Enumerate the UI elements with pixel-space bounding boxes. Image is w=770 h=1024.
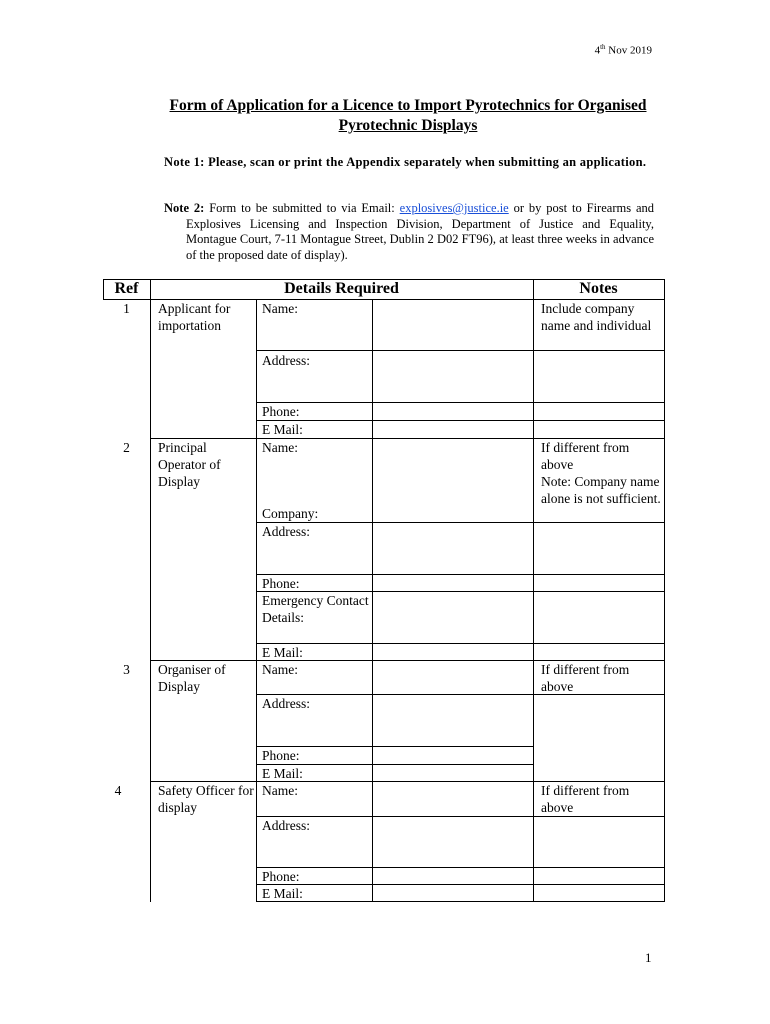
row-1-phone-label: Phone: [262,404,300,419]
document-title: Form of Application for a Licence to Import Pyrotechnics for Organised Pyrotechnic Displays [169,97,647,134]
row-2-emergency-label: Emergency Contact Details: [262,593,369,625]
row-2-name-label: Name: [262,440,298,455]
application-form-table [103,279,665,902]
field-divider [256,816,665,817]
field-divider [256,522,665,523]
row-1-address-label: Address: [262,353,310,368]
field-divider [256,420,665,421]
row-4-ref: 4 [114,783,122,798]
row-1-label: Applicant for importation [158,301,231,333]
field-divider [256,643,665,644]
row-2-company-label: Company: [262,506,319,521]
row-2-email-label: E Mail: [262,645,303,660]
field-divider [256,867,665,868]
row-2-ref: 2 [123,440,130,455]
field-divider [256,884,665,885]
row-2-label: Principal Operator of Display [158,440,221,489]
field-divider [256,350,665,351]
header-notes: Notes [579,280,618,297]
row-3-note: If different from above [541,662,630,694]
row-4-name-label: Name: [262,783,298,798]
table-bottom-border [256,901,665,902]
row-3-label: Organiser of Display [158,662,226,694]
row-3-phone-label: Phone: [262,748,300,763]
note-2: Note 2: Form to be submitted to via Email: explosives@justice.ie or by post to Firearms and Explosives Licensing and Inspection Division, Department of Justice and Equality, Montague Court, 7-11 Montague Street, Dublin 2 D02 FT96), at least three weeks in advance of the proposed date of display). [164,201,655,262]
row-1-name-label: Name: [262,301,298,316]
note-1: Note 1: Please, scan or print the Appendix separately when submitting an application. [164,155,647,169]
row-3-address-label: Address: [262,696,310,711]
row-1-note: Include company name and individual [541,301,652,333]
row-3-ref: 3 [123,662,130,677]
row-1-email-label: E Mail: [262,422,303,437]
col-ref-divider [150,279,151,902]
page-number: 1 [645,950,652,965]
header-ref: Ref [114,280,139,297]
field-divider [256,402,665,403]
row-2-address-label: Address: [262,524,310,539]
document-date: 4th Nov 2019 [594,43,652,57]
row-4-email-label: E Mail: [262,886,303,901]
row-2-note: If different from above Note: Company name alone is not sufficient. [541,440,661,506]
row-4-address-label: Address: [262,818,310,833]
row-3-email-label: E Mail: [262,766,303,781]
row-4-note: If different from above [541,783,630,815]
row-2-phone-label: Phone: [262,576,300,591]
row-3-name-label: Name: [262,662,298,677]
email-link[interactable]: explosives@justice.ie [399,201,509,215]
row-4-phone-label: Phone: [262,869,300,884]
field-divider [256,574,665,575]
row-4-label: Safety Officer for display [158,783,254,815]
col-label-divider [256,299,257,902]
row-1-ref: 1 [123,301,130,316]
col-field-divider [372,299,373,902]
header-details: Details Required [284,280,399,297]
